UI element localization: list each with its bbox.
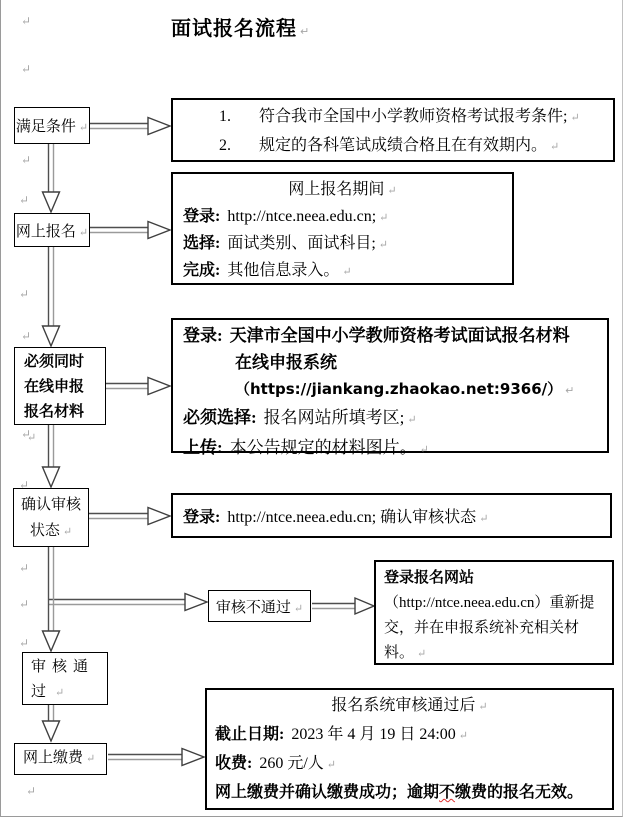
line-label: 登录: [183,326,223,345]
arrow-step3-to-step4 [43,425,60,487]
step-label: 审核通过 ↵ [31,659,94,700]
reject-branch-box [208,590,311,622]
detail-box-materials-system [171,318,609,457]
line-text: 其他信息录入。 ↵ [227,262,351,279]
detail-line [183,322,583,404]
line-label: 登录: [183,509,221,526]
step-label: 确认审核状态 ↵ [21,497,81,539]
note-text: 缴费的报名无效。 [455,784,584,801]
condition-text: 规定的各科笔试成绩合格且在有效期内。 ↵ [259,137,559,154]
arrow-step2-to-detail2 [90,222,170,239]
system-name: 天津市全国中小学教师资格考试面试报名材料在线申报系统 [229,326,570,372]
payment-heading: 报名系统审核通过后 ↵ [331,697,487,714]
line-label: 登录: [183,208,221,225]
condition-item [219,103,607,132]
detail-box-resubmit [374,560,614,665]
step-box-submit-materials [14,347,106,425]
step-label: 网上缴费 ↵ [23,750,95,766]
registration-period-heading: 网上报名期间 ↵ [288,181,396,198]
line-label: 完成: [183,262,221,279]
line-text: http://ntce.neea.edu.cn; ↵ [227,208,388,225]
condition-text: 符合我市全国中小学教师资格考试报考条件; ↵ [259,108,580,125]
detail-line [183,504,488,527]
payment-note [215,779,604,807]
list-number: 2. [219,137,231,154]
arrow-step4-to-detail4 [89,508,170,525]
step-box-review-passed [22,652,108,705]
arrow-reject-to-detail5 [312,598,374,614]
note-text: 网上缴费并确认缴费成功；逾期 [215,784,440,801]
list-number: 1. [219,108,231,125]
detail-line [183,404,583,434]
line-label: 选择: [183,235,221,252]
detail-box-confirm-status [171,493,612,538]
resubmit-heading: 登录报名网站 [384,570,475,586]
step-label: 满足条件 ↵ [16,115,88,136]
line-label: 上传: [183,438,223,457]
detail-line [183,204,502,231]
arrow-step6-to-detail6 [108,749,204,766]
step-box-confirm-review-status [13,488,89,547]
line-label: 截止日期: [215,726,285,743]
detail-line [215,721,604,750]
detail-line [183,231,502,258]
step-label: 必须同时在线申报报名材料 ↵ [24,354,84,445]
note-text-spellcheck: 不 [439,784,456,801]
line-text: 报名网站所填考区; ↵ [264,408,417,427]
line-text: http://ntce.neea.edu.cn; 确认审核状态 ↵ [227,509,488,526]
arrow-step1-to-detail1 [90,118,170,135]
line-text: 本公告规定的材料图片。 ↵ [230,438,429,457]
line-text: 面试类别、面试科目; ↵ [227,235,388,252]
detail-box-conditions [171,98,615,162]
arrow-step1-to-step2 [43,144,60,212]
detail-box-payment [205,688,614,810]
detail-line [215,750,604,779]
line-label: 必须选择: [183,408,257,427]
system-url: （https://jiankang.zhaokao.net:9366/） ↵ [235,376,583,404]
step-box-meet-conditions [14,107,90,144]
step-box-online-payment [14,743,107,775]
detail-box-registration [171,172,514,285]
page-title: 面试报名流程 ↵ [171,12,309,41]
detail-line [183,258,502,285]
detail-line [183,434,583,464]
condition-item [219,132,607,161]
line-label: 收费: [215,755,253,772]
arrow-branch-to-reject [49,594,207,611]
reject-label: 审核不通过 ↵ [216,596,303,617]
line-text: 2023 年 4 月 19 日 24:00 ↵ [291,726,468,743]
arrow-step3-to-detail3 [106,378,170,395]
line-text: 260 元/人 ↵ [259,755,336,772]
step-box-online-registration [14,213,90,247]
step-label: 网上报名 ↵ [16,220,88,241]
resubmit-text: （http://ntce.neea.edu.cn）重新提交，并在申报系统补充相关材料。 ↵ [384,595,594,661]
arrow-step5-to-step6 [43,705,60,741]
arrow-step2-to-step3 [43,247,60,346]
